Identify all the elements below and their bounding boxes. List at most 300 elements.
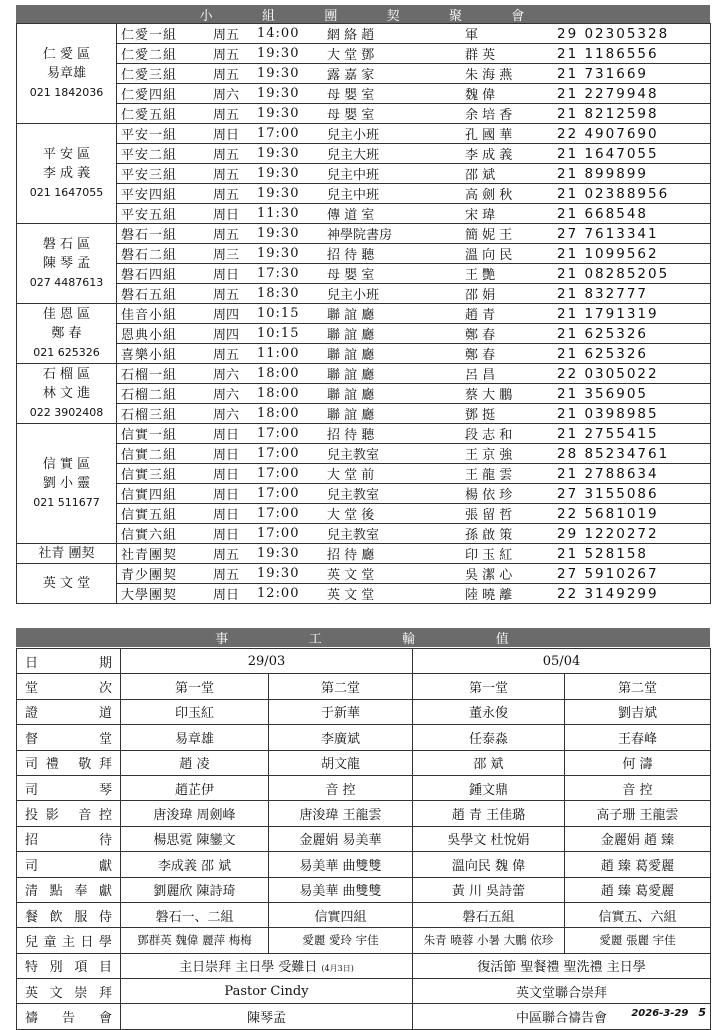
group-leader: 魏 偉	[465, 88, 496, 103]
group-row	[17, 164, 711, 184]
meeting-time: 18:30	[257, 286, 300, 301]
special-text: 主日崇拜 主日學 受難日	[179, 960, 318, 976]
duty-assignee: 易美華 曲雙雙	[269, 852, 413, 877]
duty-row	[17, 750, 711, 775]
group-info-cell	[117, 524, 711, 544]
group-name: 仁愛一組	[121, 28, 178, 43]
duty-assignee: 磐石五組	[413, 902, 565, 927]
duty-assignee: 易章雄	[121, 725, 269, 750]
duty-assignee: 何 濤	[565, 750, 711, 775]
group-name: 仁愛二組	[121, 48, 178, 63]
group-leader: 溫 向 民	[465, 248, 513, 263]
duty-assignee: 趙 青 王佳璐	[413, 801, 565, 826]
region-phone: 021 1842036	[29, 86, 104, 99]
leader-phone: 21 2755415	[557, 425, 659, 442]
leader-phone: 22 4907690	[557, 125, 659, 142]
duty-assignee: 劉麗欣 陳詩琦	[121, 877, 269, 902]
group-info-cell	[117, 484, 711, 504]
meeting-time: 10:15	[257, 326, 300, 341]
group-info-cell	[117, 204, 711, 224]
region-leader: 李 成 義	[42, 166, 91, 181]
leader-phone: 22 5681019	[557, 505, 659, 522]
duty-label: 投影 音控	[17, 801, 121, 826]
group-row	[17, 44, 711, 64]
meeting-time: 11:30	[257, 206, 300, 221]
group-leader: 張 留 哲	[465, 508, 513, 523]
duty-assignee: 第一堂	[413, 674, 565, 699]
region-cell	[17, 224, 117, 304]
meeting-day: 周日	[213, 428, 240, 443]
group-leader: 邵 斌	[465, 168, 496, 183]
group-leader: 群 英	[465, 48, 496, 63]
special-items	[121, 953, 413, 978]
duty-assignee: 趙芷伊	[121, 775, 269, 800]
group-info-cell	[117, 244, 711, 264]
region-phone: 027 4487613	[29, 276, 104, 289]
meeting-time: 19:30	[257, 106, 300, 121]
duty-assignee: 金麗娟 趙 臻	[565, 826, 711, 851]
duty-assignee: 朱青 曉蓉 小暑 大鵬 依珍	[413, 928, 565, 953]
meeting-time: 19:30	[257, 166, 300, 181]
group-name: 石榴二組	[121, 388, 178, 403]
group-info-cell	[117, 164, 711, 184]
meeting-day: 周六	[213, 88, 240, 103]
meeting-day: 周日	[213, 588, 240, 603]
group-leader: 王 艷	[465, 268, 496, 283]
group-leader: 印 玉 紅	[465, 548, 513, 563]
group-info-cell	[117, 104, 711, 124]
prayer-meeting: 中區聯合禱告會	[413, 1004, 711, 1029]
duty-row	[17, 826, 711, 851]
region-leader: 鄭 春	[51, 326, 82, 341]
meeting-time: 19:30	[257, 86, 300, 101]
meeting-time: 19:30	[257, 66, 300, 81]
group-info-cell	[117, 564, 711, 584]
leader-phone: 22 3149299	[557, 585, 659, 602]
duty-assignee: 胡文龍	[269, 750, 413, 775]
region-cell	[17, 424, 117, 544]
meeting-place: 聯 誼 廳	[327, 388, 375, 403]
duty-date: 29/03	[121, 649, 413, 674]
meeting-time: 19:30	[257, 46, 300, 61]
group-name: 仁愛三組	[121, 68, 178, 83]
meeting-time: 19:30	[257, 546, 300, 561]
meeting-time: 19:30	[257, 246, 300, 261]
group-info-cell	[117, 44, 711, 64]
group-info-cell	[117, 64, 711, 84]
group-name: 石榴一組	[121, 368, 178, 383]
meeting-day: 周三	[213, 248, 240, 263]
duty-assignee: 于新華	[269, 699, 413, 724]
region-cell	[17, 124, 117, 224]
meeting-place: 露 嘉 家	[327, 68, 375, 83]
header-char: 聚	[448, 8, 464, 24]
meeting-day: 周日	[213, 128, 240, 143]
duty-assignee: 趙 臻 葛愛麗	[565, 877, 711, 902]
meeting-place: 母 嬰 室	[327, 268, 375, 283]
meeting-time: 19:30	[257, 226, 300, 241]
header-char: 值	[495, 632, 511, 647]
group-name: 磐石五組	[121, 288, 178, 303]
special-items: 復活節 聖餐禮 聖洗禮 主日學	[413, 953, 711, 978]
group-info-cell	[117, 144, 711, 164]
group-info-cell	[117, 284, 711, 304]
duty-row	[17, 877, 711, 902]
meeting-day: 周五	[213, 568, 240, 583]
leader-phone: 21 731669	[557, 65, 649, 82]
duty-assignee: 王春峰	[565, 725, 711, 750]
group-name: 佳音小組	[121, 308, 178, 323]
meeting-place: 聯 誼 廳	[327, 308, 375, 323]
meeting-time: 12:00	[257, 586, 300, 601]
group-name: 仁愛五組	[121, 108, 178, 123]
group-info-cell	[117, 404, 711, 424]
group-row	[17, 284, 711, 304]
header-char: 組	[261, 8, 277, 24]
meeting-day: 周日	[213, 208, 240, 223]
group-info-cell	[117, 24, 711, 44]
group-name: 平安三組	[121, 168, 178, 183]
duty-assignee: 唐浚瑋 王龍雲	[269, 801, 413, 826]
group-info-cell	[117, 584, 711, 604]
leader-phone: 29 02305328	[557, 25, 670, 42]
region-cell	[17, 544, 117, 564]
duty-assignee: 金麗娟 易美華	[269, 826, 413, 851]
leader-phone: 21 08285205	[557, 265, 670, 282]
group-info-cell	[117, 324, 711, 344]
duty-label: 禱 告 會	[17, 1004, 121, 1029]
meeting-time: 19:30	[257, 186, 300, 201]
group-row	[17, 304, 711, 324]
meeting-time: 14:00	[257, 26, 300, 41]
leader-phone: 21 02388956	[557, 185, 670, 202]
duty-label: 堂 次	[17, 674, 121, 699]
meeting-place: 網 絡 趙	[327, 28, 375, 43]
meeting-place: 兒主中班	[327, 188, 380, 203]
duty-assignee: 李廣斌	[269, 725, 413, 750]
group-leader: 鄭 春	[465, 348, 496, 363]
duty-row	[17, 852, 711, 877]
meeting-place: 兒主小班	[327, 288, 380, 303]
duty-date-row	[17, 649, 711, 674]
leader-phone: 21 8212598	[557, 105, 659, 122]
header-char: 契	[386, 8, 402, 24]
group-row	[17, 484, 711, 504]
group-row	[17, 224, 711, 244]
meeting-place: 神學院書房	[327, 228, 393, 243]
leader-phone: 21 1791319	[557, 305, 659, 322]
meeting-place: 大 堂 前	[327, 468, 375, 483]
group-name: 磐石一組	[121, 228, 178, 243]
region-cell	[17, 364, 117, 424]
leader-phone: 21 356905	[557, 385, 649, 402]
meeting-time: 19:30	[257, 566, 300, 581]
group-leader: 宋 瑋	[465, 208, 496, 223]
leader-phone: 27 3155086	[557, 485, 659, 502]
meeting-day: 周五	[213, 188, 240, 203]
group-row	[17, 344, 711, 364]
english-worship: 英文堂聯合崇拜	[413, 979, 711, 1004]
duty-assignee: 邵 斌	[413, 750, 565, 775]
meeting-day: 周五	[213, 148, 240, 163]
duty-assignee: 黃 川 吳詩蕾	[413, 877, 565, 902]
duty-row	[17, 699, 711, 724]
group-name: 喜樂小組	[121, 348, 178, 363]
group-leader: 王 龍 雲	[465, 468, 513, 483]
duty-row	[17, 801, 711, 826]
duty-label: 英文崇拜	[17, 979, 121, 1004]
group-row	[17, 504, 711, 524]
group-leader: 李 成 義	[465, 148, 513, 163]
region-cell	[17, 24, 117, 124]
group-name: 石榴三組	[121, 408, 178, 423]
group-name: 平安四組	[121, 188, 178, 203]
duty-assignee: 音 控	[565, 775, 711, 800]
group-info-cell	[117, 224, 711, 244]
meeting-place: 英 文 堂	[327, 588, 375, 603]
leader-phone: 21 0398985	[557, 405, 659, 422]
region-name: 磐 石 區	[42, 237, 91, 252]
meeting-time: 17:00	[257, 466, 300, 481]
group-leader: 段 志 和	[465, 428, 513, 443]
leader-phone: 29 1220272	[557, 525, 659, 542]
leader-phone: 28 85234761	[557, 445, 670, 462]
group-name: 平安一組	[121, 128, 178, 143]
page-number: 5	[698, 1006, 706, 1019]
group-leader: 鄭 春	[465, 328, 496, 343]
duty-date: 05/04	[413, 649, 711, 674]
duty-label: 餐飲服侍	[17, 902, 121, 927]
group-leader: 鄧 挺	[465, 408, 496, 423]
group-row	[17, 244, 711, 264]
group-name: 信實六組	[121, 528, 178, 543]
duty-label: 證 道	[17, 699, 121, 724]
duty-label: 司 琴	[17, 775, 121, 800]
footer-date: 2026-3-29	[631, 1008, 689, 1019]
leader-phone: 21 1186556	[557, 45, 659, 62]
group-row	[17, 204, 711, 224]
meeting-time: 17:00	[257, 446, 300, 461]
meeting-time: 18:00	[257, 366, 300, 381]
region-leader: 林 文 進	[42, 386, 91, 401]
group-info-cell	[117, 364, 711, 384]
leader-phone: 21 668548	[557, 205, 649, 222]
meeting-place: 大 堂 鄧	[327, 48, 375, 63]
duty-assignee: 音 控	[269, 775, 413, 800]
group-row	[17, 444, 711, 464]
meeting-time: 17:00	[257, 426, 300, 441]
group-row	[17, 544, 711, 564]
meeting-place: 母 嬰 室	[327, 88, 375, 103]
meeting-day: 周日	[213, 528, 240, 543]
group-name: 信實四組	[121, 488, 178, 503]
prayer-meeting: 陳琴孟	[121, 1004, 413, 1029]
meeting-place: 母 嬰 室	[327, 108, 375, 123]
meeting-day: 周六	[213, 408, 240, 423]
group-leader: 朱 海 燕	[465, 68, 513, 83]
meeting-time: 18:00	[257, 406, 300, 421]
meeting-day: 周五	[213, 348, 240, 363]
duty-assignee: 愛麗 張麗 宇佳	[565, 928, 711, 953]
group-leader: 王 京 強	[465, 448, 513, 463]
duty-assignee: 高子珊 王龍雲	[565, 801, 711, 826]
group-name: 青少團契	[121, 568, 178, 583]
group-leader: 簡 妮 王	[465, 228, 513, 243]
duty-assignee: 第一堂	[121, 674, 269, 699]
group-name: 社青團契	[121, 548, 178, 563]
duty-label: 招 待	[17, 826, 121, 851]
header-char: 會	[511, 8, 527, 24]
meeting-time: 17:00	[257, 506, 300, 521]
group-row	[17, 524, 711, 544]
header-char: 事	[215, 632, 231, 647]
leader-phone: 21 625326	[557, 345, 649, 362]
header-char: 輪	[402, 632, 418, 647]
group-row	[17, 264, 711, 284]
group-row	[17, 144, 711, 164]
duty-assignee: 李成義 邵 斌	[121, 852, 269, 877]
duty-row	[17, 928, 711, 953]
duty-roster-header	[16, 628, 710, 647]
meeting-time: 17:00	[257, 126, 300, 141]
duty-assignee: 印玉紅	[121, 699, 269, 724]
meeting-place: 兒主教室	[327, 448, 380, 463]
group-row	[17, 84, 711, 104]
group-name: 磐石二組	[121, 248, 178, 263]
meeting-time: 19:30	[257, 146, 300, 161]
meeting-time: 17:00	[257, 486, 300, 501]
group-info-cell	[117, 304, 711, 324]
meeting-place: 大 堂 後	[327, 508, 375, 523]
duty-row	[17, 775, 711, 800]
group-name: 恩典小組	[121, 328, 178, 343]
region-leader: 劉 小 靈	[42, 476, 91, 491]
meeting-place: 英 文 堂	[327, 568, 375, 583]
duty-assignee: 愛麗 愛玲 宇佳	[269, 928, 413, 953]
duty-assignee: 趙 凌	[121, 750, 269, 775]
meeting-day: 周五	[213, 68, 240, 83]
meeting-place: 招 待 廳	[327, 548, 375, 563]
duty-assignee: 鄧群英 魏偉 麗萍 梅梅	[121, 928, 269, 953]
region-name: 平 安 區	[42, 147, 91, 162]
duty-assignee: 鍾文鼎	[413, 775, 565, 800]
group-name: 信實三組	[121, 468, 178, 483]
meeting-day: 周五	[213, 28, 240, 43]
leader-phone: 21 899899	[557, 165, 649, 182]
group-info-cell	[117, 384, 711, 404]
region-name: 英 文 堂	[42, 576, 91, 591]
duty-assignee: 第二堂	[269, 674, 413, 699]
special-note: (4月3日)	[321, 964, 354, 974]
group-row	[17, 404, 711, 424]
leader-phone: 21 1099562	[557, 245, 659, 262]
meeting-place: 聯 誼 廳	[327, 348, 375, 363]
leader-phone: 22 0305022	[557, 365, 659, 382]
group-info-cell	[117, 504, 711, 524]
meeting-place: 聯 誼 廳	[327, 328, 375, 343]
meeting-day: 周六	[213, 368, 240, 383]
group-leader: 楊 依 珍	[465, 488, 513, 503]
group-leader: 軍	[465, 28, 479, 43]
meeting-time: 18:00	[257, 386, 300, 401]
group-leader: 呂 昌	[465, 368, 496, 383]
meeting-place: 兒主中班	[327, 168, 380, 183]
duty-assignee: 信實四組	[269, 902, 413, 927]
region-phone: 022 3902408	[29, 406, 104, 419]
duty-assignee: 任泰淼	[413, 725, 565, 750]
duty-row	[17, 953, 711, 978]
duty-assignee: 溫向民 魏 偉	[413, 852, 565, 877]
duty-assignee: 磐石一、二組	[121, 902, 269, 927]
meeting-place: 兒主小班	[327, 128, 380, 143]
meeting-day: 周日	[213, 488, 240, 503]
meeting-day: 周日	[213, 448, 240, 463]
group-info-cell	[117, 544, 711, 564]
group-row	[17, 424, 711, 444]
group-info-cell	[117, 464, 711, 484]
meeting-day: 周五	[213, 228, 240, 243]
meeting-day: 周五	[213, 108, 240, 123]
region-cell	[17, 564, 117, 604]
group-info-cell	[117, 264, 711, 284]
duty-assignee: 吳學文 杜悅娟	[413, 826, 565, 851]
duty-row	[17, 725, 711, 750]
duty-label: 特別項目	[17, 953, 121, 978]
group-meeting-table	[16, 23, 711, 604]
region-leader: 易章雄	[46, 66, 86, 81]
meeting-day: 周六	[213, 388, 240, 403]
meeting-time: 11:00	[257, 346, 300, 361]
duty-row	[17, 1004, 711, 1029]
duty-label: 督 堂	[17, 725, 121, 750]
group-leader: 吳 潔 心	[465, 568, 513, 583]
region-phone: 021 625326	[33, 346, 100, 359]
duty-roster-table	[16, 648, 711, 1030]
duty-row	[17, 674, 711, 699]
duty-label: 司禮 敬拜	[17, 750, 121, 775]
group-leader: 蔡 大 鵬	[465, 388, 513, 403]
group-leader: 高 劍 秋	[465, 188, 513, 203]
duty-label: 兒童主日學	[17, 928, 121, 953]
leader-phone: 27 7613341	[557, 225, 659, 242]
region-name: 社青 團契	[38, 546, 95, 561]
leader-phone: 21 2279948	[557, 85, 659, 102]
meeting-day: 周五	[213, 168, 240, 183]
group-row	[17, 584, 711, 604]
meeting-place: 兒主大班	[327, 148, 380, 163]
meeting-day: 周四	[213, 308, 240, 323]
duty-label: 司 獻	[17, 852, 121, 877]
duty-row	[17, 979, 711, 1004]
region-name: 石 榴 區	[42, 367, 91, 382]
group-leader: 孫 啟 策	[465, 528, 513, 543]
duty-row	[17, 902, 711, 927]
meeting-time: 10:15	[257, 306, 300, 321]
group-info-cell	[117, 424, 711, 444]
group-name: 信實一組	[121, 428, 178, 443]
meeting-place: 招 待 聽	[327, 248, 375, 263]
group-row	[17, 384, 711, 404]
meeting-day: 周五	[213, 48, 240, 63]
meeting-day: 周日	[213, 508, 240, 523]
meeting-place: 兒主教室	[327, 488, 380, 503]
group-leader: 邵 娟	[465, 288, 496, 303]
group-name: 平安二組	[121, 148, 178, 163]
page-footer	[631, 1006, 706, 1019]
group-row	[17, 64, 711, 84]
leader-phone: 21 528158	[557, 545, 649, 562]
group-row	[17, 124, 711, 144]
